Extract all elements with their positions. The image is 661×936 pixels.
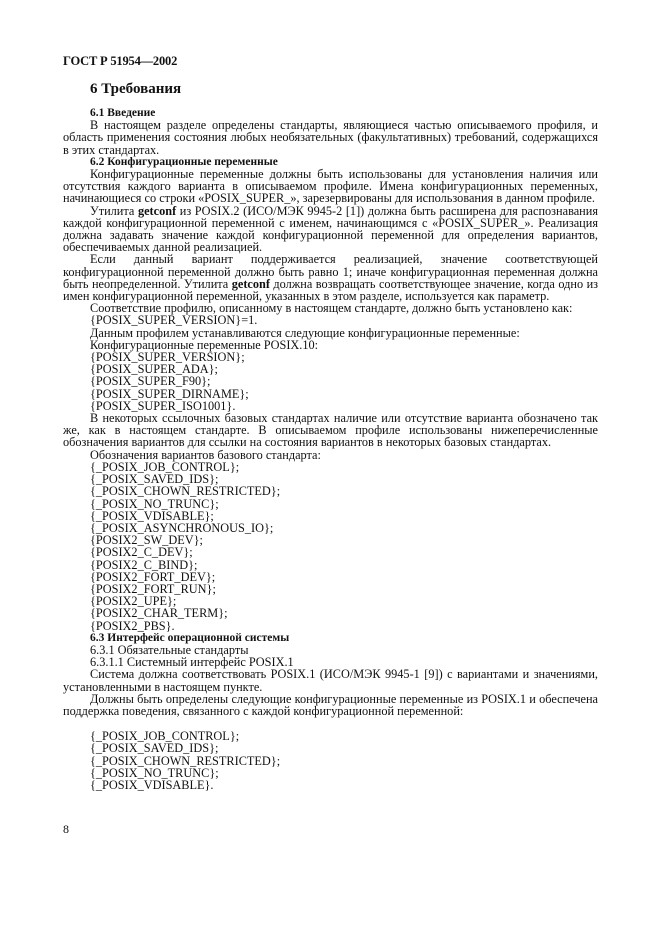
list-item: {_POSIX_NO_TRUNC}; [90,496,219,511]
list-item: {POSIX_SUPER_DIRNAME}; [90,386,249,401]
list-item: {POSIX2_C_DEV}; [90,545,193,560]
list-item: {_POSIX_JOB_CONTROL}; [90,729,240,744]
list-item: {_POSIX_JOB_CONTROL}; [90,459,240,474]
list-item: {POSIX2_FORT_DEV}; [90,569,216,584]
list-item: {POSIX2_C_BIND}; [90,557,198,572]
list-item: {POSIX2_PBS}. [90,618,175,633]
subsection-6-2-title: 6.2 Конфигурационные переменные [90,155,278,168]
paragraph: Система должна соответствовать POSIX.1 (ИСО/МЭК 9945-1 [9]) с вариантами и значениями, установленными в настоящем пункте. [63,667,598,694]
text: должна возвращать соответствующее значение, когда одно из имен конфигурационной переменной, указанных в этом разделе, используется как параметр. [63,276,599,304]
text: из POSIX.2 (ИСО/МЭК 9945-2 [1]) должна быть расширена для распознавания каждой конфигурационной переменной с именем, начинающимся с «POSIX_SUPER_». Реализация должна задавать значение каждой конфигурационной переменной для определения вариантов, обеспечиваемых данной реализацией. [63,203,598,255]
list-item: {_POSIX_VDISABLE}. [90,777,214,792]
document-body [63,107,598,791]
paragraph [63,205,598,254]
list-item: {POSIX2_CHAR_TERM}; [90,606,228,621]
paragraph: Конфигурационные переменные POSIX.10: [90,337,319,352]
text: Если данный вариант поддерживается реализацией, значение соответствующей конфигурационной переменной должно быть равно 1; иначе конфигурационная переменная должна быть неопределенной. Утилита [63,252,598,291]
list-item: {POSIX2_FORT_RUN}; [90,581,216,596]
subsection-6-3-1-1-title: 6.3.1.1 Системный интерфейс POSIX.1 [90,655,294,670]
list-item: {_POSIX_NO_TRUNC}; [90,765,219,780]
paragraph: Конфигурационные переменные должны быть использованы для установления наличия или отсутствия каждого варианта в описываемом профиле. Имена конфигурационных переменных, начинающиеся со строки «POSIX_SUPER_», зарезервированы для использования в данном профиле. [63,167,598,206]
list-item: {POSIX_SUPER_ADA}; [90,362,218,377]
utility-name: getconf [231,276,270,291]
paragraph: Должны быть определены следующие конфигурационные переменные из POSIX.1 и обеспечена поддержка поведения, связанного с каждой конфигурационной переменной: [63,691,598,718]
list-item: {POSIX_SUPER_F90}; [90,374,211,389]
list-item: {_POSIX_SAVED_IDS}; [90,741,219,756]
text: Утилита [90,203,138,218]
list-item: {POSIX_SUPER_ISO1001}. [90,398,236,413]
paragraph: В некоторых ссылочных базовых стандартах наличие или отсутствие варианта обозначено так же, как в настоящем стандарте. В описываемом профиле использованы нижеперечисленные обозначения вариантов для ссылки на состояния вариантов в некоторых базовых стандартах. [63,411,598,450]
list-item: {_POSIX_ASYNCHRONOUS_IO}; [90,520,274,535]
subsection-6-1-title: 6.1 Введение [90,107,156,119]
list-item: {_POSIX_CHOWN_RESTRICTED}; [90,753,281,768]
list-item: {POSIX2_SW_DEV}; [90,533,203,548]
paragraph: Обозначения вариантов базового стандарта: [90,447,321,462]
list-item: {_POSIX_SAVED_IDS}; [90,472,219,487]
paragraph: Данным профилем устанавливаются следующие конфигурационные переменные: [90,325,520,340]
subsection-6-3-title: 6.3 Интерфейс операционной системы [90,631,290,644]
paragraph: Соответствие профилю, описанному в настоящем стандарте, должно быть установлено как: [90,301,573,316]
utility-name: getconf [137,203,177,218]
paragraph: В настоящем разделе определены стандарты, являющиеся частью описываемого профиля, и область применения состояния любых необязательных (факультативных) требований, содержащихся в этих стандартах. [63,118,598,157]
list-item: {_POSIX_CHOWN_RESTRICTED}; [90,484,281,499]
subsection-6-3-1-title: 6.3.1 Обязательные стандарты [90,642,249,657]
section-title: 6 Требования [90,81,182,97]
paragraph [63,253,598,302]
page-number: 8 [63,822,69,836]
document-header: ГОСТ Р 51954—2002 [63,54,178,68]
list-item: {POSIX_SUPER_VERSION}; [90,350,245,365]
list-item: {POSIX2_UPE}; [90,594,177,609]
config-value: {POSIX_SUPER_VERSION}=1. [90,313,258,328]
list-item: {_POSIX_VDISABLE}; [90,508,214,523]
